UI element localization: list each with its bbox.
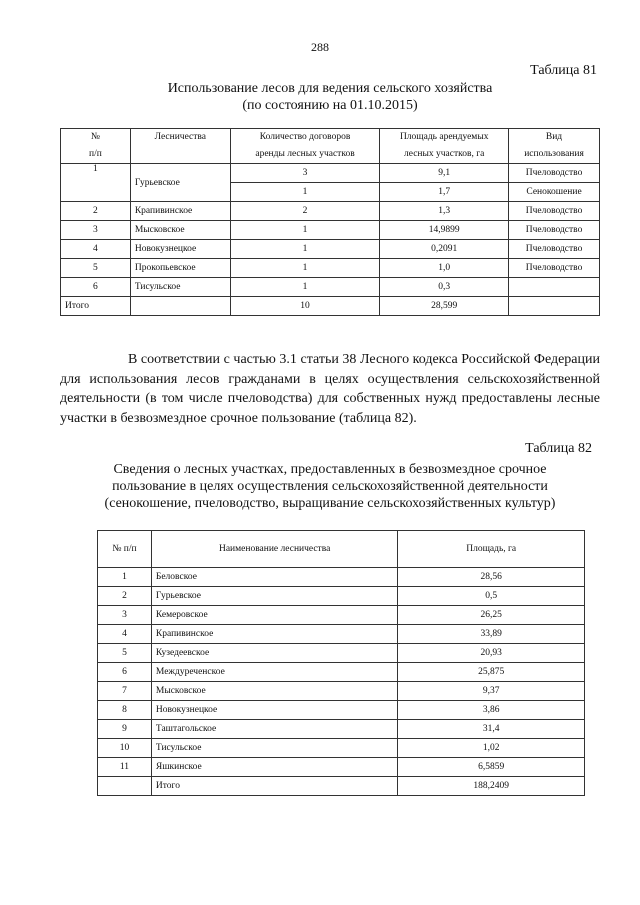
cell-name: Кузедеевское	[151, 644, 398, 663]
header-forestry: Лесничества	[130, 129, 230, 164]
cell-name: Крапивинское	[151, 625, 398, 644]
table-total-row	[61, 297, 600, 316]
cell-name: Тисульское	[151, 739, 398, 758]
cell-count: 3	[230, 164, 380, 183]
body-paragraph: В соответствии с частью 3.1 статьи 38 Лесного кодекса Российской Федерации для использования лесов гражданами в целях осуществления сельскохозяйственной деятельности (в том числе пчеловодства) для собственных нужд предоставлены лесные участки в безвозмездное срочное пользование (таблица 82).	[60, 352, 600, 426]
table-row	[98, 758, 585, 777]
total-count: 10	[230, 297, 380, 316]
table-row	[98, 644, 585, 663]
cell-num: 10	[98, 739, 152, 758]
cell-name: Новокузнецкое	[130, 240, 230, 259]
cell-num: 9	[98, 720, 152, 739]
total-label: Итого	[151, 777, 398, 796]
cell-num: 8	[98, 701, 152, 720]
cell-area: 1,3	[380, 202, 509, 221]
cell-name: Кемеровское	[151, 606, 398, 625]
cell-num: 4	[61, 240, 131, 259]
cell-num: 11	[98, 758, 152, 777]
table-row	[61, 240, 600, 259]
table-82-title	[60, 461, 600, 512]
cell-area: 1,7	[380, 183, 509, 202]
total-label: Итого	[61, 297, 131, 316]
cell-name: Мысковское	[151, 682, 398, 701]
cell-num: 3	[61, 221, 131, 240]
table-row	[98, 606, 585, 625]
table-81-title-line: (по состоянию на 01.10.2015)	[242, 98, 418, 113]
cell-num: 3	[98, 606, 152, 625]
table-81-title	[60, 80, 600, 114]
cell-name: Междуреченское	[151, 663, 398, 682]
table-row	[98, 663, 585, 682]
table-total-row	[98, 777, 585, 796]
cell-count: 1	[230, 259, 380, 278]
cell-name: Мысковское	[130, 221, 230, 240]
cell-name: Гурьевское	[151, 587, 398, 606]
cell-name: Яшкинское	[151, 758, 398, 777]
cell-name: Таштагольское	[151, 720, 398, 739]
header-area: Площадь, га	[398, 531, 585, 568]
table-row	[61, 164, 600, 183]
cell-num: 1	[61, 164, 131, 202]
table-row	[61, 202, 600, 221]
cell-use: Пчеловодство	[509, 240, 600, 259]
header-area: Площадь арендуемых лесных участков, га	[380, 129, 509, 164]
total-empty	[98, 777, 152, 796]
table-82-title-line: (сенокошение, пчеловодство, выращивание сельскохозяйственных культур)	[104, 496, 556, 511]
table-row	[61, 278, 600, 297]
cell-num: 5	[98, 644, 152, 663]
cell-num: 2	[61, 202, 131, 221]
cell-use	[509, 278, 600, 297]
cell-area: 20,93	[398, 644, 585, 663]
table-row	[98, 720, 585, 739]
cell-use: Сенокошение	[509, 183, 600, 202]
cell-use: Пчеловодство	[509, 259, 600, 278]
cell-num: 5	[61, 259, 131, 278]
cell-num: 6	[98, 663, 152, 682]
header-use: Вид использования	[509, 129, 600, 164]
cell-area: 25,875	[398, 663, 585, 682]
cell-area: 14,9899	[380, 221, 509, 240]
cell-area: 6,5859	[398, 758, 585, 777]
cell-area: 3,86	[398, 701, 585, 720]
table-header-row	[61, 129, 600, 164]
table-row	[98, 739, 585, 758]
cell-num: 7	[98, 682, 152, 701]
table-81	[60, 128, 600, 316]
cell-num: 4	[98, 625, 152, 644]
table-header-row	[98, 531, 585, 568]
cell-count: 1	[230, 221, 380, 240]
cell-num: 1	[98, 568, 152, 587]
cell-area: 26,25	[398, 606, 585, 625]
table-row	[98, 568, 585, 587]
cell-name: Тисульское	[130, 278, 230, 297]
total-empty	[509, 297, 600, 316]
table-82-label: Таблица 82	[525, 441, 592, 456]
cell-num: 6	[61, 278, 131, 297]
table-row	[61, 259, 600, 278]
cell-num: 2	[98, 587, 152, 606]
cell-name: Гурьевское	[130, 164, 230, 202]
table-row	[98, 701, 585, 720]
table-row	[98, 682, 585, 701]
total-area: 188,2409	[398, 777, 585, 796]
table-82	[97, 530, 585, 796]
header-num: № п/п	[61, 129, 131, 164]
header-name: Наименование лесничества	[151, 531, 398, 568]
cell-area: 31,4	[398, 720, 585, 739]
cell-name: Беловское	[151, 568, 398, 587]
total-empty	[130, 297, 230, 316]
cell-area: 1,0	[380, 259, 509, 278]
table-row	[61, 221, 600, 240]
page-number: 288	[311, 40, 329, 54]
table-81-label: Таблица 81	[530, 63, 597, 78]
cell-name: Прокопьевское	[130, 259, 230, 278]
table-82-title-line: пользование в целях осуществления сельскохозяйственной деятельности	[112, 479, 548, 494]
cell-area: 9,1	[380, 164, 509, 183]
cell-area: 33,89	[398, 625, 585, 644]
total-area: 28,599	[380, 297, 509, 316]
cell-count: 1	[230, 240, 380, 259]
header-count: Количество договоров аренды лесных участков	[230, 129, 380, 164]
cell-use: Пчеловодство	[509, 221, 600, 240]
cell-name: Новокузнецкое	[151, 701, 398, 720]
cell-count: 2	[230, 202, 380, 221]
cell-area: 0,3	[380, 278, 509, 297]
cell-area: 0,5	[398, 587, 585, 606]
cell-area: 28,56	[398, 568, 585, 587]
header-num: № п/п	[98, 531, 152, 568]
cell-area: 0,2091	[380, 240, 509, 259]
cell-area: 9,37	[398, 682, 585, 701]
cell-name: Крапивинское	[130, 202, 230, 221]
cell-count: 1	[230, 278, 380, 297]
cell-count: 1	[230, 183, 380, 202]
table-row	[98, 587, 585, 606]
table-row	[98, 625, 585, 644]
table-82-title-line: Сведения о лесных участках, предоставленных в безвозмездное срочное	[113, 462, 547, 477]
table-81-title-line: Использование лесов для ведения сельского хозяйства	[167, 81, 493, 96]
cell-use: Пчеловодство	[509, 202, 600, 221]
cell-use: Пчеловодство	[509, 164, 600, 183]
cell-area: 1,02	[398, 739, 585, 758]
